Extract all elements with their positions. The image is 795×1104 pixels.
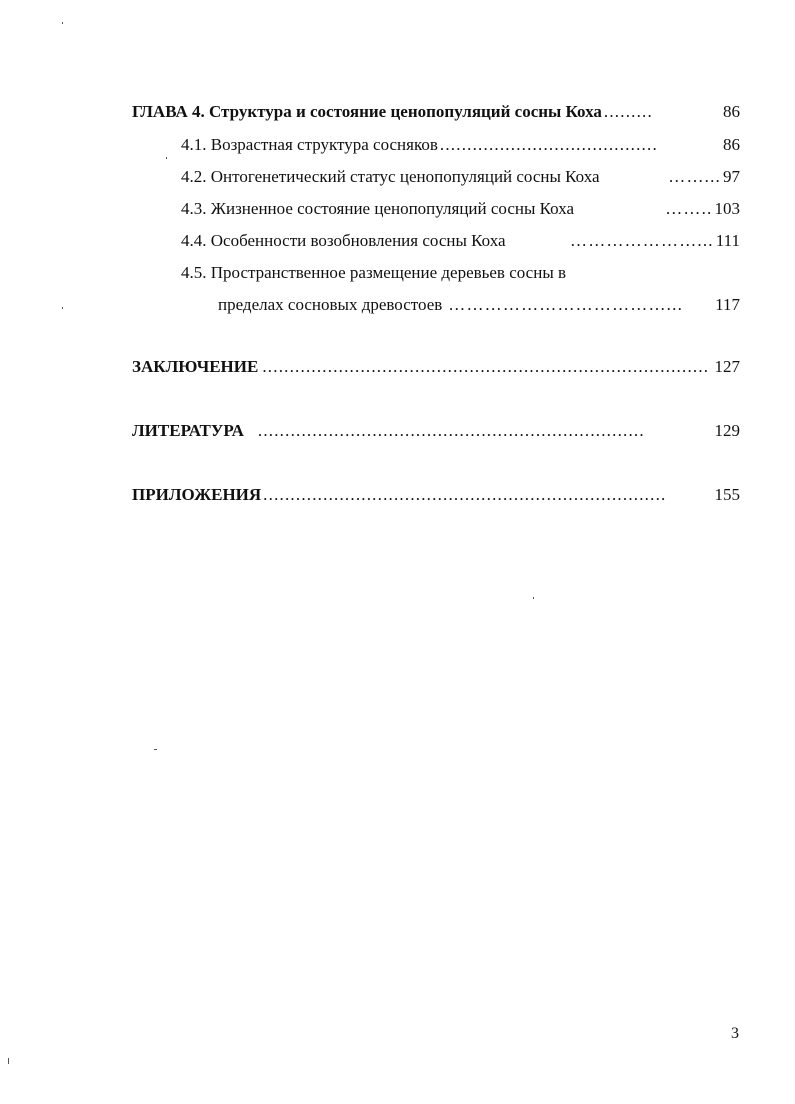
toc-appendices-title: ПРИЛОЖЕНИЯ bbox=[132, 485, 262, 504]
toc-section-label: 4.2. Онтогенетический статус ценопопуляций сосны Коха bbox=[181, 167, 600, 186]
toc-leader-dots: …….. bbox=[665, 199, 713, 218]
toc-section-4-2 bbox=[181, 167, 740, 187]
toc-page-number: 117 bbox=[715, 295, 740, 314]
toc-leader-dots: ……... bbox=[668, 167, 721, 186]
toc-section-4-1 bbox=[181, 135, 740, 155]
toc-page-number: 86 bbox=[723, 135, 740, 154]
toc-section-label: 4.1. Возрастная структура сосняков bbox=[181, 135, 438, 154]
toc-section-label: пределах сосновых древостоев bbox=[218, 295, 443, 314]
toc-section-4-3 bbox=[181, 199, 740, 219]
toc-appendices bbox=[132, 485, 740, 505]
toc-leader-dots: ......... bbox=[603, 102, 653, 121]
scan-speck bbox=[62, 307, 63, 309]
page-number: 3 bbox=[731, 1025, 739, 1042]
toc-leader-dots: ………………………………... bbox=[448, 295, 684, 314]
toc-leader-dots: ....................................................................... bbox=[257, 421, 645, 440]
toc-leader-dots: .......................................................................... bbox=[263, 485, 667, 504]
scan-speck bbox=[62, 22, 63, 24]
toc-leader-dots: .................................................................................. bbox=[262, 357, 710, 376]
toc-literature-title: ЛИТЕРАТУРА bbox=[132, 421, 244, 440]
toc-page-number: 111 bbox=[715, 231, 740, 250]
scan-speck bbox=[533, 597, 534, 599]
toc-section-4-5-line-1 bbox=[181, 263, 740, 283]
toc-section-4-5-line-2 bbox=[218, 295, 740, 315]
toc-literature bbox=[132, 421, 740, 441]
scan-speck bbox=[166, 157, 167, 159]
toc-chapter-4-title: ГЛАВА 4. Структура и состояние ценопопуляций сосны Коха bbox=[132, 102, 602, 121]
toc-page-number: 97 bbox=[723, 167, 740, 186]
toc-page-number: 129 bbox=[714, 421, 740, 440]
toc-section-label: 4.3. Жизненное состояние ценопопуляций сосны Коха bbox=[181, 199, 575, 218]
toc-page-number: 86 bbox=[723, 102, 740, 121]
toc-section-label: 4.5. Пространственное размещение деревьев сосны в bbox=[181, 263, 567, 282]
toc-section-label: 4.4. Особенности возобновления сосны Коха bbox=[181, 231, 506, 250]
toc-page-number: 155 bbox=[714, 485, 740, 504]
toc-page-number: 103 bbox=[714, 199, 740, 218]
toc-leader-dots: …………………... bbox=[570, 231, 714, 250]
toc-conclusion-title: ЗАКЛЮЧЕНИЕ bbox=[132, 357, 259, 376]
toc-conclusion bbox=[132, 357, 740, 377]
toc-page-number: 127 bbox=[714, 357, 740, 376]
toc-leader-dots: ........................................ bbox=[439, 135, 658, 154]
scan-speck bbox=[8, 1058, 9, 1064]
toc-section-4-4 bbox=[181, 231, 740, 251]
toc-chapter-4 bbox=[132, 102, 740, 122]
scan-speck bbox=[154, 749, 157, 750]
